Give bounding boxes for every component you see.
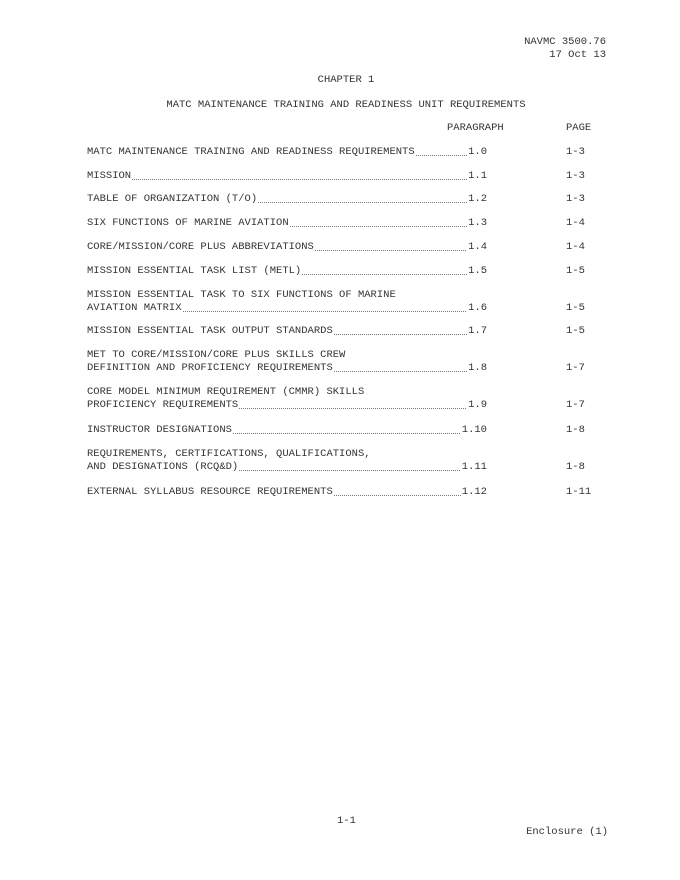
toc-paragraph-number: 1.5 xyxy=(468,265,487,277)
footer-page-number: 1-1 xyxy=(337,815,356,827)
dot-leader xyxy=(239,470,461,471)
toc-entry xyxy=(87,241,487,254)
toc-line xyxy=(87,217,487,230)
dot-leader xyxy=(233,433,461,434)
toc-line xyxy=(87,424,487,437)
toc-entry-title: REQUIREMENTS, CERTIFICATIONS, QUALIFICATIONS, xyxy=(87,448,371,460)
toc-paragraph-number: 1.10 xyxy=(461,424,487,436)
toc-entry xyxy=(87,448,487,474)
toc-entry xyxy=(87,325,487,338)
toc-page-number: 1-7 xyxy=(566,362,585,374)
toc-paragraph-number: 1.1 xyxy=(468,170,487,182)
toc-line xyxy=(87,386,487,399)
toc-entry-title: MET TO CORE/MISSION/CORE PLUS SKILLS CREW xyxy=(87,349,346,361)
dot-leader xyxy=(239,408,467,409)
document-header xyxy=(524,36,606,62)
toc-entry-title-continued: PROFICIENCY REQUIREMENTS xyxy=(87,399,239,411)
toc-entry xyxy=(87,349,487,375)
toc-entry-title-continued: DEFINITION AND PROFICIENCY REQUIREMENTS xyxy=(87,362,333,374)
toc-line xyxy=(87,193,487,206)
toc-entry xyxy=(87,424,487,437)
toc-entry xyxy=(87,265,487,278)
page-title: MATC MAINTENANCE TRAINING AND READINESS UNIT REQUIREMENTS xyxy=(166,99,526,111)
toc-entry-title: SIX FUNCTIONS OF MARINE AVIATION xyxy=(87,217,289,229)
toc-entry-title: MISSION ESSENTIAL TASK OUTPUT STANDARDS xyxy=(87,325,333,337)
toc-line xyxy=(87,325,487,338)
toc-entry xyxy=(87,386,487,412)
toc-line xyxy=(87,146,487,159)
toc-line xyxy=(87,486,487,499)
dot-leader xyxy=(183,311,468,312)
toc-entry xyxy=(87,146,487,159)
toc-entry xyxy=(87,217,487,230)
toc-paragraph-number: 1.4 xyxy=(468,241,487,253)
toc-entry-title: MISSION ESSENTIAL TASK TO SIX FUNCTIONS OF MARINE xyxy=(87,289,396,301)
toc-line xyxy=(87,241,487,254)
toc-line xyxy=(87,302,487,315)
dot-leader xyxy=(315,250,467,251)
toc-entry-title: CORE/MISSION/CORE PLUS ABBREVIATIONS xyxy=(87,241,314,253)
toc-entry-title: TABLE OF ORGANIZATION (T/O) xyxy=(87,193,258,205)
dot-leader xyxy=(302,274,467,275)
toc-entry xyxy=(87,193,487,206)
document-date: 17 Oct 13 xyxy=(549,49,606,61)
toc-entry xyxy=(87,170,487,183)
dot-leader xyxy=(132,179,467,180)
toc-page-number: 1-8 xyxy=(566,424,585,436)
toc-entry-title: CORE MODEL MINIMUM REQUIREMENT (CMMR) SKILLS xyxy=(87,386,365,398)
toc-entry-title-continued: AVIATION MATRIX xyxy=(87,302,182,314)
dot-leader xyxy=(416,155,467,156)
dot-leader xyxy=(290,226,467,227)
chapter-heading: CHAPTER 1 xyxy=(317,74,375,86)
toc-entry-title: EXTERNAL SYLLABUS RESOURCE REQUIREMENTS xyxy=(87,486,333,498)
toc-page-number: 1-4 xyxy=(566,241,585,253)
toc-page-number: 1-8 xyxy=(566,461,585,473)
toc-paragraph-number: 1.11 xyxy=(461,461,487,473)
toc-entry xyxy=(87,486,487,499)
toc-page-number: 1-3 xyxy=(566,146,585,158)
toc-line xyxy=(87,349,487,362)
toc-page-number: 1-11 xyxy=(566,486,592,498)
toc-paragraph-number: 1.0 xyxy=(468,146,487,158)
toc-page-number: 1-5 xyxy=(566,302,585,314)
toc-line xyxy=(87,448,487,461)
toc-page-number: 1-3 xyxy=(566,193,585,205)
dot-leader xyxy=(334,371,467,372)
toc-page-number: 1-4 xyxy=(566,217,585,229)
toc-paragraph-number: 1.2 xyxy=(468,193,487,205)
toc-page-number: 1-3 xyxy=(566,170,585,182)
toc-line xyxy=(87,170,487,183)
toc-line xyxy=(87,289,487,302)
toc-entry xyxy=(87,289,487,315)
page-column-header: PAGE xyxy=(566,122,592,134)
toc-page-number: 1-5 xyxy=(566,265,585,277)
footer-enclosure: Enclosure (1) xyxy=(526,826,608,838)
toc-entry-title: MISSION xyxy=(87,170,132,182)
paragraph-column-header: PARAGRAPH xyxy=(447,122,504,134)
toc-entry-title: MATC MAINTENANCE TRAINING AND READINESS REQUIREMENTS xyxy=(87,146,415,158)
toc-entry-title: MISSION ESSENTIAL TASK LIST (METL) xyxy=(87,265,302,277)
toc-paragraph-number: 1.6 xyxy=(468,302,487,314)
toc-paragraph-number: 1.3 xyxy=(468,217,487,229)
toc-paragraph-number: 1.12 xyxy=(461,486,487,498)
toc-page-number: 1-5 xyxy=(566,325,585,337)
toc-paragraph-number: 1.9 xyxy=(468,399,487,411)
toc-page-number: 1-7 xyxy=(566,399,585,411)
dot-leader xyxy=(258,202,467,203)
toc-line xyxy=(87,461,487,474)
toc-entry-title: INSTRUCTOR DESIGNATIONS xyxy=(87,424,232,436)
toc-line xyxy=(87,399,487,412)
toc-paragraph-number: 1.7 xyxy=(468,325,487,337)
dot-leader xyxy=(334,334,467,335)
toc-entry-title-continued: AND DESIGNATIONS (RCQ&D) xyxy=(87,461,239,473)
toc-line xyxy=(87,362,487,375)
document-number: NAVMC 3500.76 xyxy=(524,36,606,48)
toc-line xyxy=(87,265,487,278)
dot-leader xyxy=(334,495,461,496)
toc-paragraph-number: 1.8 xyxy=(468,362,487,374)
